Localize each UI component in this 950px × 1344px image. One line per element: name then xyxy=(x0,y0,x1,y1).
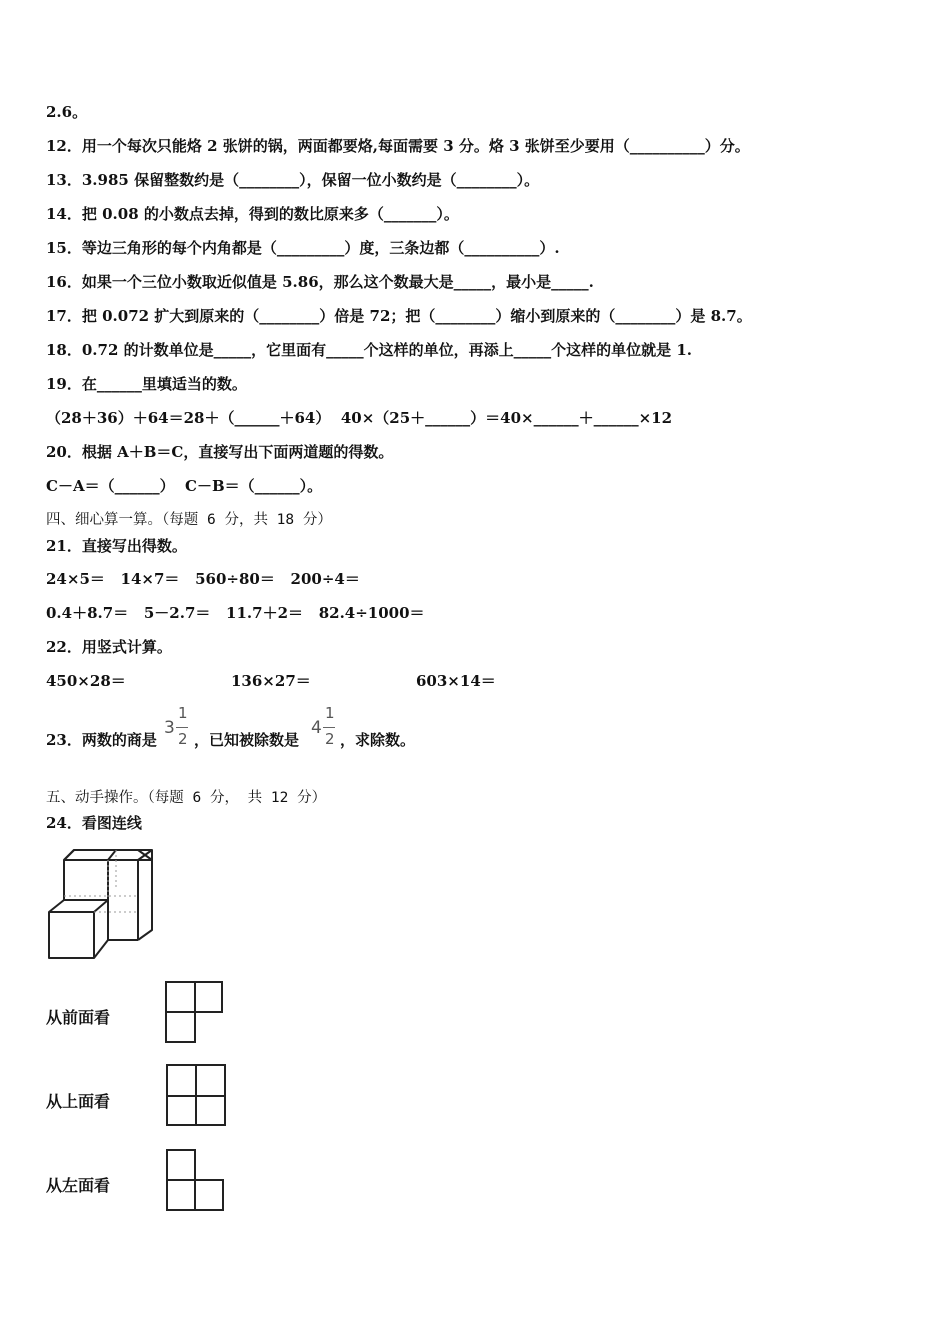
quotient-numerator: 1 xyxy=(178,704,188,722)
quotient-whole: 3 xyxy=(164,718,175,738)
front-view-label: 从前面看 xyxy=(46,1008,111,1027)
top-view-label: 从上面看 xyxy=(46,1092,111,1111)
quotient-fraction xyxy=(164,706,192,754)
section-4-heading: 四、细心算一算。（每题 6 分，共 18 分） xyxy=(46,512,332,528)
question-21-row-2: 0.4＋8.7＝ 5－2.7＝ 11.7＋2＝ 82.4÷1000＝ xyxy=(46,604,425,622)
question-23-part-2: ，已知被除数是 xyxy=(194,731,300,749)
cube-stack-figure xyxy=(44,846,158,964)
question-13: 13．3.985 保留整数约是（________），保留一位小数约是（________）。 xyxy=(46,171,540,189)
left-view-label: 从左面看 xyxy=(46,1176,111,1195)
section-5-heading: 五、动手操作。（每题 6 分， 共 12 分） xyxy=(46,790,327,806)
dividend-whole: 4 xyxy=(311,718,322,738)
top-view-grid[interactable] xyxy=(163,1061,229,1129)
question-24: 24．看图连线 xyxy=(46,814,142,832)
dividend-fraction xyxy=(311,706,339,754)
calc-3: 603×14＝ xyxy=(416,672,496,690)
quotient-fraction-bar xyxy=(176,727,188,728)
dividend-numerator: 1 xyxy=(325,704,335,722)
quotient-denominator: 2 xyxy=(178,730,188,748)
question-14: 14．把 0.08 的小数点去掉，得到的数比原来多（_______）。 xyxy=(46,205,459,223)
calc-1: 450×28＝ xyxy=(46,672,126,690)
question-18: 18．0.72 的计数单位是_____，它里面有_____个这样的单位，再添上_____个这样的单位就是 1. xyxy=(46,341,693,359)
question-19-expressions: （28＋36）＋64＝28＋（______＋64） 40×（25＋______）＝40×______＋______×12 xyxy=(46,409,673,427)
left-view-grid[interactable] xyxy=(163,1146,227,1214)
question-22: 22．用竖式计算。 xyxy=(46,638,172,656)
question-23-part-3: ，求除数。 xyxy=(340,731,416,749)
question-17: 17．把 0.072 扩大到原来的（________）倍是 72；把（________）缩小到原来的（________）是 8.7。 xyxy=(46,307,752,325)
dividend-denominator: 2 xyxy=(325,730,335,748)
question-20: 20．根据 A＋B＝C，直接写出下面两道题的得数。 xyxy=(46,443,394,461)
calc-2: 136×27＝ xyxy=(231,672,311,690)
question-15: 15．等边三角形的每个内角都是（_________）度，三条边都（__________）. xyxy=(46,239,560,257)
question-21: 21．直接写出得数。 xyxy=(46,537,187,555)
question-20-expressions: C－A＝（______） C－B＝（______）。 xyxy=(46,477,323,495)
line-answer-tail: 2.6。 xyxy=(46,103,88,121)
front-view-grid[interactable] xyxy=(162,978,226,1046)
dividend-fraction-bar xyxy=(323,727,335,728)
question-23-part-1: 23．两数的商是 xyxy=(46,731,157,749)
question-12: 12．用一个每次只能烙 2 张饼的锅，两面都要烙,每面需要 3 分。烙 3 张饼至少要用（__________）分。 xyxy=(46,137,750,155)
question-19: 19．在______里填适当的数。 xyxy=(46,375,247,393)
question-21-row-1: 24×5＝ 14×7＝ 560÷80＝ 200÷4＝ xyxy=(46,570,360,588)
question-16: 16．如果一个三位小数取近似值是 5.86，那么这个数最大是_____，最小是_____. xyxy=(46,273,594,291)
